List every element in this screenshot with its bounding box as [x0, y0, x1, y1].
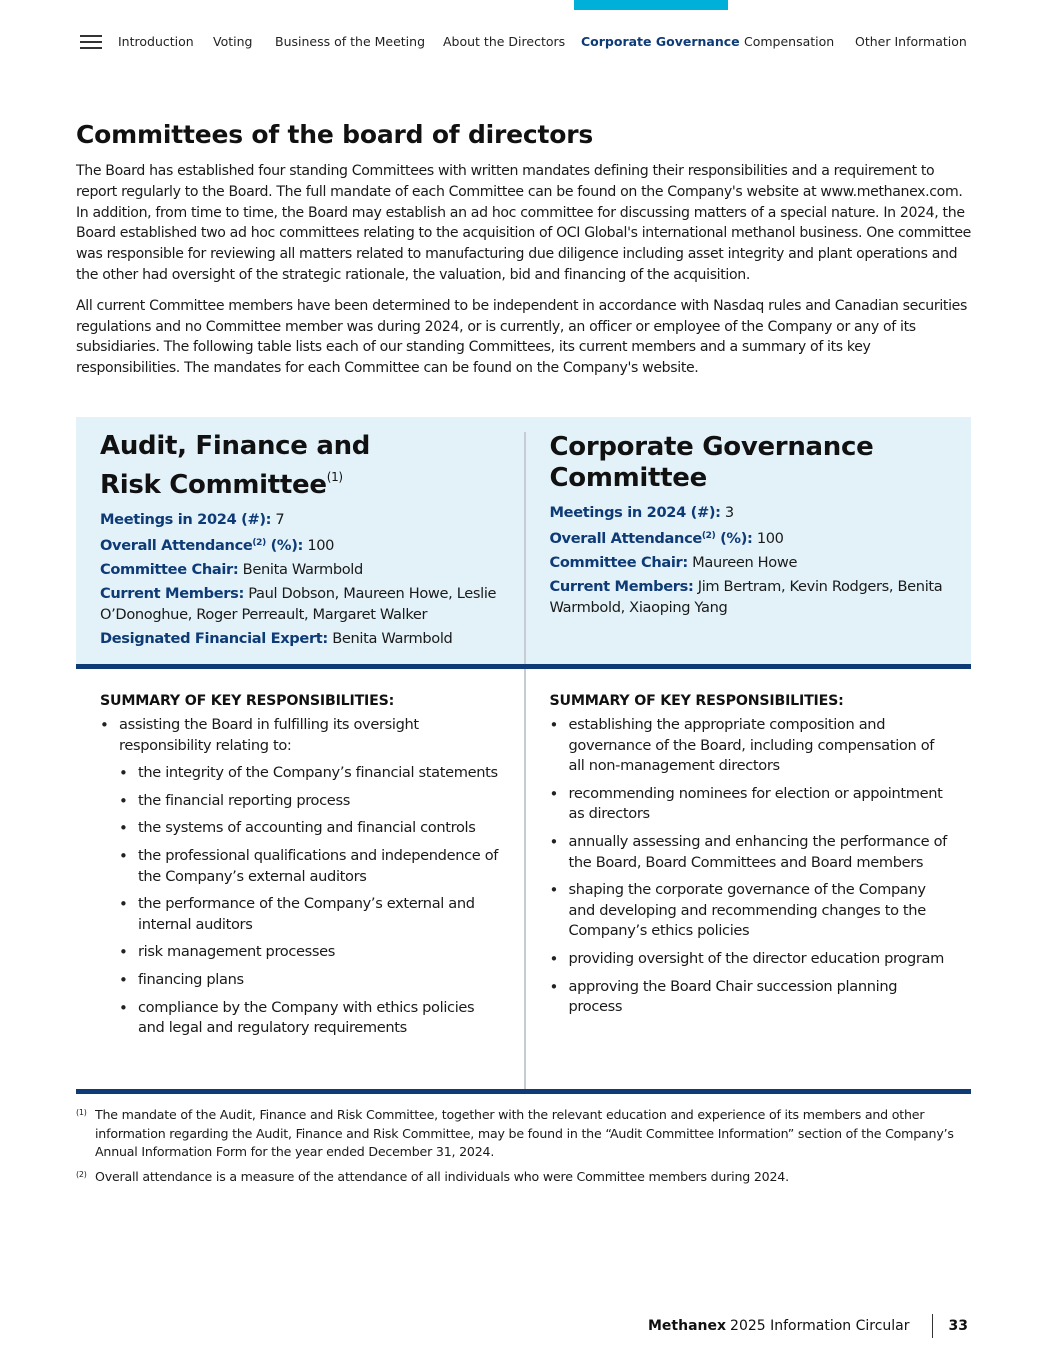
main-content — [76, 120, 971, 389]
summary-title: SUMMARY OF KEY RESPONSIBILITIES: — [549, 693, 844, 709]
summary-title: SUMMARY OF KEY RESPONSIBILITIES: — [100, 693, 395, 709]
nav-other-information[interactable]: Other Information — [855, 34, 967, 49]
list-item: • shaping the corporate governance of the Company and developing and recommending changes to the Company’s ethics policies — [550, 880, 948, 942]
footnote-1: (1) The mandate of the Audit, Finance and Risk Committee, together with the relevant education and experience of its members and other information regarding the Audit, Finance and Risk Committee, may be found in the “Audit Committee Information” section of the Company’s Annual Information Form for the year ended December 31, 2024. — [76, 1107, 954, 1159]
list-item: • the performance of the Company’s external and internal auditors — [119, 894, 500, 935]
list-item: • providing oversight of the director education program — [550, 949, 948, 970]
footer-divider — [932, 1314, 933, 1338]
committee-chair: Committee Chair: Benita Warmbold — [100, 561, 363, 578]
list-item: • assisting the Board in fulfilling its oversight responsibility relating to: • the integrity of the Company’s financial statements • the financial reporting process • the systems of accounting and financial controls • the professional qualifications and independence of the Company’s external auditors • the performance of the Company’s external and internal auditors • risk management processes • financing plans • compliance by the Company with ethics policies and legal and regulatory requirements — [100, 715, 500, 1039]
governance-committee-responsibilities — [524, 669, 972, 1089]
current-members: Current Members: Jim Bertram, Kevin Rodgers, Benita Warmbold, Xiaoping Yang — [549, 578, 943, 616]
active-section-indicator — [574, 0, 728, 10]
sub-responsibility-list — [119, 763, 500, 1039]
page-number: 33 — [948, 1318, 968, 1334]
page-footer — [648, 1314, 968, 1338]
nav-business-of-the-meeting[interactable]: Business of the Meeting — [275, 34, 425, 49]
list-item: • risk management processes — [119, 942, 500, 963]
audit-committee-responsibilities — [76, 669, 524, 1089]
intro-paragraph-2: All current Committee members have been determined to be independent in accordance with Nasdaq rules and Canadian securities regulations and no Committee member was during 2024, or is currently, an officer or employee of the Company or any of its subsidiaries. The following table lists each of our standing Committees, its current members and a summary of its key responsibilities. The mandates for each Committee can be found on the Company's website. — [76, 297, 967, 377]
committee-header-band — [76, 417, 971, 669]
committee-name: Audit, Finance and Risk Committee$^{(1)}$ — [100, 431, 371, 500]
nav-voting[interactable]: Voting — [213, 34, 253, 49]
responsibility-list — [100, 715, 500, 1039]
current-members: Current Members: Paul Dobson, Maureen Howe, Leslie O’Donoghue, Roger Perreault, Margaret Walker — [100, 585, 497, 623]
document-title: 2025 Information Circular — [730, 1318, 910, 1334]
brand-name: Methanex — [648, 1318, 727, 1334]
responsibilities-band — [76, 669, 971, 1094]
footnote-2: (2) Overall attendance is a measure of the attendance of all individuals who were Committee members during 2024. — [76, 1168, 789, 1184]
list-item: • the financial reporting process — [119, 791, 500, 812]
list-item: • recommending nominees for election or appointment as directors — [550, 784, 948, 825]
nav-compensation[interactable]: Compensation — [744, 34, 835, 49]
nav-corporate-governance[interactable]: Corporate Governance — [581, 34, 740, 49]
responsibility-list — [550, 715, 948, 1018]
committee-name: Corporate Governance Committee — [549, 432, 874, 493]
list-item: • approving the Board Chair succession planning process — [550, 977, 948, 1018]
list-item: • the integrity of the Company’s financial statements — [119, 763, 500, 784]
overall-attendance: Overall Attendance$^{(2)}$ (%): 100 — [100, 537, 335, 554]
list-item: • the professional qualifications and independence of the Company’s external auditors — [119, 846, 500, 887]
top-navigation — [0, 0, 1048, 70]
meetings-count: Meetings in 2024 (#): 3 — [549, 504, 734, 521]
intro-paragraph-1: The Board has established four standing Committees with written mandates defining their responsibilities and a requirement to report regularly to the Board. The full mandate of each Committee can be found on the Company's website at www.methanex.com. In addition, from time to time, the Board may establish an ad hoc committee for discussing matters of a special nature. In 2024, the Board established two ad hoc committees relating to the acquisition of OCI Global's international methanol business. One committee was responsible for reviewing all matters related to manufacturing due diligence including asset integrity and plant operations and the other had oversight of the strategic rationale, the valuation, bid and financing of the acquisition. — [76, 163, 971, 283]
footnote-ref: (1) — [326, 470, 343, 484]
list-item: • annually assessing and enhancing the performance of the Board, Board Committees and Board members — [550, 832, 948, 873]
committees-table — [76, 417, 971, 1094]
audit-committee-header — [76, 417, 524, 664]
meetings-count: Meetings in 2024 (#): 7 — [100, 511, 285, 528]
footnotes — [76, 1106, 971, 1192]
list-item: • establishing the appropriate composition and governance of the Board, including compensation of all non-management directors — [550, 715, 948, 777]
governance-committee-header — [524, 432, 972, 664]
list-item: • financing plans — [119, 970, 500, 991]
committee-chair: Committee Chair: Maureen Howe — [549, 554, 798, 571]
hamburger-menu-icon[interactable] — [80, 35, 102, 50]
designated-financial-expert: Designated Financial Expert: Benita Warmbold — [100, 630, 453, 647]
nav-introduction[interactable]: Introduction — [118, 34, 194, 49]
list-item: • the systems of accounting and financial controls — [119, 818, 500, 839]
list-item: • compliance by the Company with ethics policies and legal and regulatory requirements — [119, 998, 500, 1039]
nav-about-the-directors[interactable]: About the Directors — [443, 34, 566, 49]
page-title: Committees of the board of directors — [76, 120, 594, 149]
overall-attendance: Overall Attendance$^{(2)}$ (%): 100 — [549, 530, 784, 547]
